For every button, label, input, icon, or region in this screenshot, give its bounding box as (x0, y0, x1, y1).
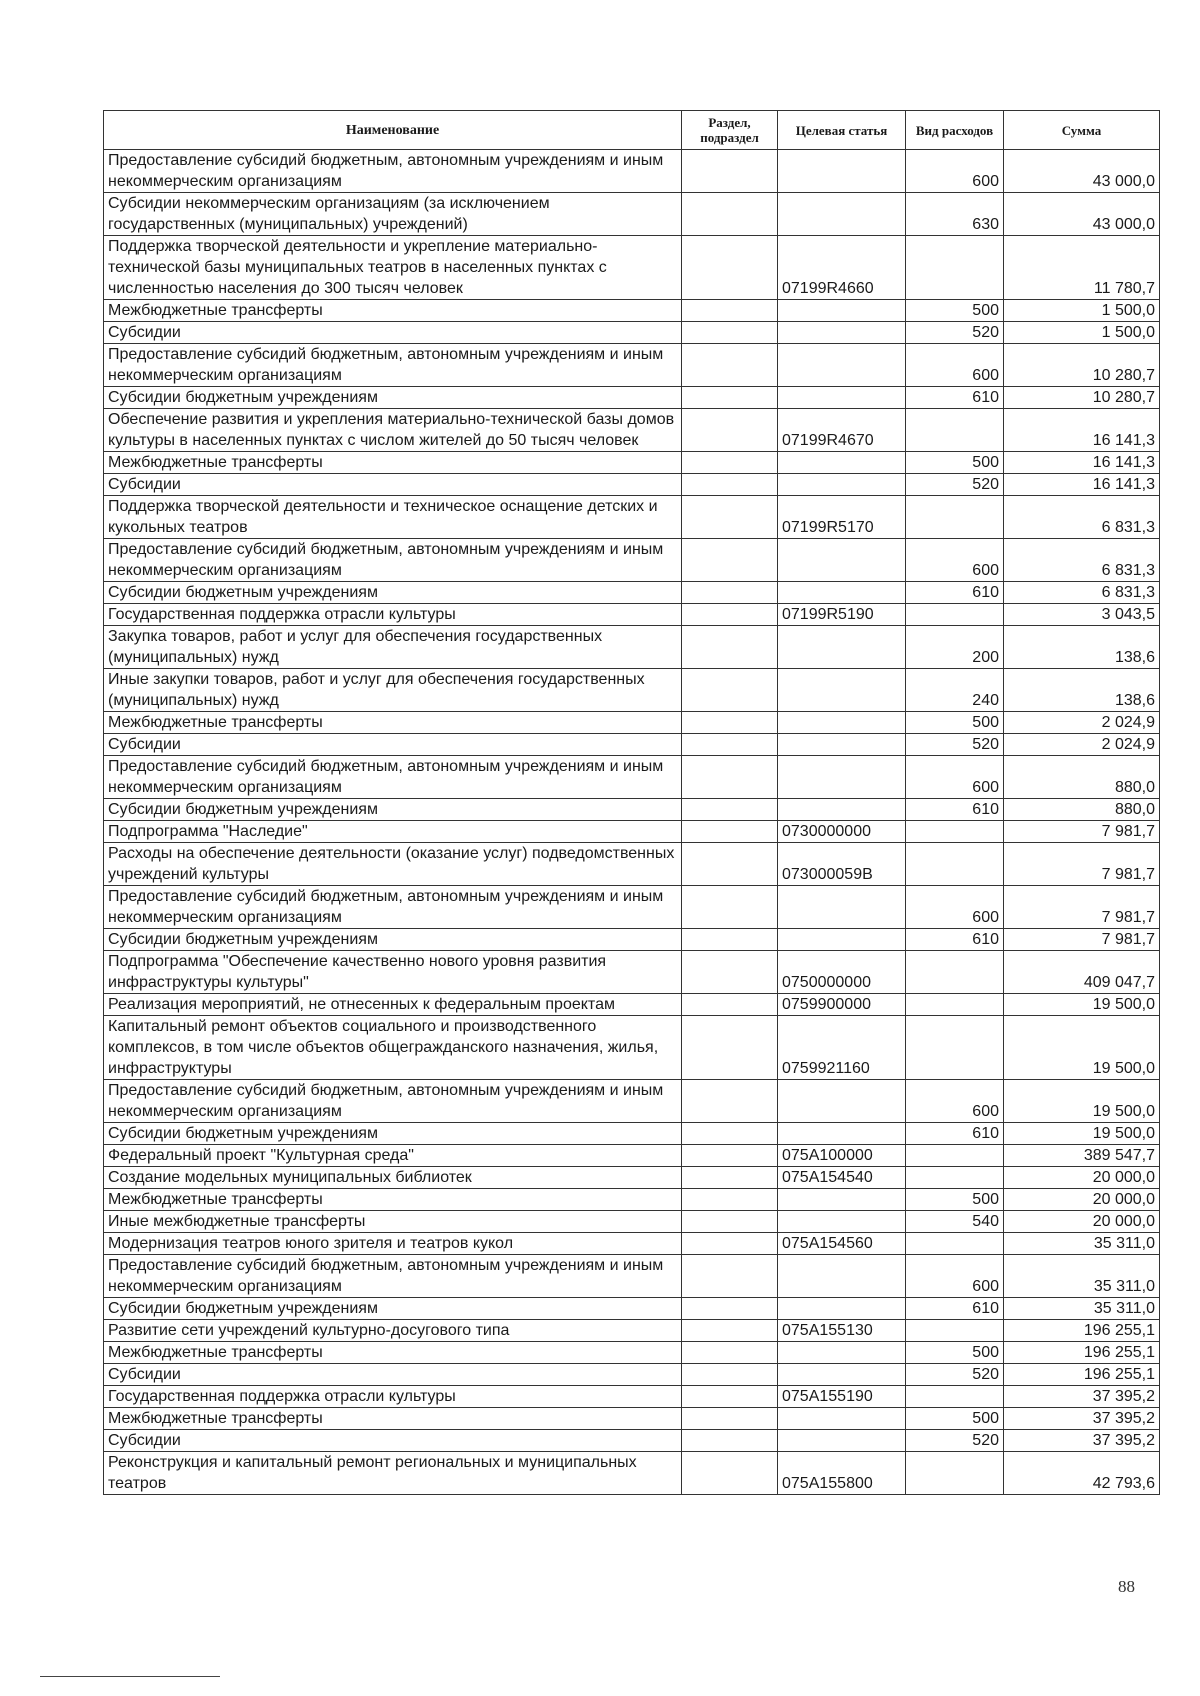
table-row (104, 1255, 1160, 1298)
cell-section (682, 539, 778, 582)
cell-target: 0750000000 (778, 951, 906, 994)
table-row (104, 712, 1160, 734)
table-row (104, 756, 1160, 799)
table-row (104, 1430, 1160, 1452)
cell-name: Развитие сети учреждений культурно-досугового типа (104, 1320, 682, 1342)
cell-section (682, 929, 778, 951)
cell-section (682, 712, 778, 734)
cell-kind: 610 (906, 1123, 1004, 1145)
cell-section (682, 1233, 778, 1255)
cell-kind (906, 1167, 1004, 1189)
cell-sum: 196 255,1 (1004, 1320, 1160, 1342)
table-row (104, 1211, 1160, 1233)
cell-section (682, 734, 778, 756)
cell-target: 075А155130 (778, 1320, 906, 1342)
cell-name: Поддержка творческой деятельности и техническое оснащение детских и кукольных театров (104, 496, 682, 539)
cell-target (778, 1298, 906, 1320)
cell-section (682, 994, 778, 1016)
cell-name: Федеральный проект "Культурная среда" (104, 1145, 682, 1167)
cell-name: Субсидии (104, 1430, 682, 1452)
cell-target (778, 626, 906, 669)
cell-kind (906, 496, 1004, 539)
cell-name: Государственная поддержка отрасли культуры (104, 1386, 682, 1408)
cell-name: Субсидии бюджетным учреждениям (104, 582, 682, 604)
cell-kind: 520 (906, 322, 1004, 344)
table-row (104, 1320, 1160, 1342)
cell-sum: 138,6 (1004, 626, 1160, 669)
cell-kind: 520 (906, 1364, 1004, 1386)
table-row (104, 496, 1160, 539)
cell-sum: 10 280,7 (1004, 344, 1160, 387)
cell-kind: 540 (906, 1211, 1004, 1233)
cell-sum: 11 780,7 (1004, 236, 1160, 300)
cell-name: Подпрограмма "Обеспечение качественно нового уровня развития инфраструктуры культуры" (104, 951, 682, 994)
cell-kind (906, 821, 1004, 843)
cell-sum: 7 981,7 (1004, 843, 1160, 886)
cell-kind (906, 604, 1004, 626)
cell-section (682, 1080, 778, 1123)
cell-section (682, 1255, 778, 1298)
cell-name: Предоставление субсидий бюджетным, автономным учреждениям и иным некоммерческим организациям (104, 344, 682, 387)
cell-kind: 500 (906, 452, 1004, 474)
cell-kind: 600 (906, 344, 1004, 387)
cell-target (778, 322, 906, 344)
cell-section (682, 1452, 778, 1495)
cell-name: Предоставление субсидий бюджетным, автономным учреждениям и иным некоммерческим организациям (104, 756, 682, 799)
cell-section (682, 322, 778, 344)
cell-kind: 520 (906, 734, 1004, 756)
table-row (104, 236, 1160, 300)
cell-sum: 389 547,7 (1004, 1145, 1160, 1167)
cell-kind: 610 (906, 387, 1004, 409)
cell-sum: 37 395,2 (1004, 1408, 1160, 1430)
cell-kind: 200 (906, 626, 1004, 669)
cell-name: Субсидии (104, 734, 682, 756)
cell-sum: 196 255,1 (1004, 1364, 1160, 1386)
cell-section (682, 626, 778, 669)
cell-sum: 16 141,3 (1004, 452, 1160, 474)
table-row (104, 1016, 1160, 1080)
cell-sum: 43 000,0 (1004, 150, 1160, 193)
cell-kind (906, 843, 1004, 886)
cell-sum: 37 395,2 (1004, 1430, 1160, 1452)
table-row (104, 843, 1160, 886)
table-row (104, 994, 1160, 1016)
cell-target: 0730000000 (778, 821, 906, 843)
cell-sum: 35 311,0 (1004, 1298, 1160, 1320)
cell-section (682, 1189, 778, 1211)
cell-sum: 1 500,0 (1004, 322, 1160, 344)
table-row (104, 669, 1160, 712)
cell-sum: 409 047,7 (1004, 951, 1160, 994)
cell-section (682, 886, 778, 929)
cell-sum: 196 255,1 (1004, 1342, 1160, 1364)
cell-sum: 10 280,7 (1004, 387, 1160, 409)
cell-name: Расходы на обеспечение деятельности (оказание услуг) подведомственных учреждений культуры (104, 843, 682, 886)
cell-sum: 42 793,6 (1004, 1452, 1160, 1495)
cell-section (682, 1016, 778, 1080)
table-row (104, 1452, 1160, 1495)
cell-section (682, 1408, 778, 1430)
cell-section (682, 344, 778, 387)
cell-kind (906, 236, 1004, 300)
cell-section (682, 1123, 778, 1145)
cell-target (778, 344, 906, 387)
table-row (104, 1342, 1160, 1364)
cell-name: Субсидии бюджетным учреждениям (104, 387, 682, 409)
cell-section (682, 452, 778, 474)
cell-section (682, 150, 778, 193)
cell-kind: 520 (906, 1430, 1004, 1452)
cell-target (778, 1123, 906, 1145)
cell-kind (906, 409, 1004, 452)
cell-target (778, 582, 906, 604)
cell-sum: 43 000,0 (1004, 193, 1160, 236)
cell-target (778, 1408, 906, 1430)
cell-sum: 35 311,0 (1004, 1233, 1160, 1255)
table-row (104, 344, 1160, 387)
cell-name: Межбюджетные трансферты (104, 452, 682, 474)
header-sum: Сумма (1004, 111, 1160, 150)
cell-name: Предоставление субсидий бюджетным, автономным учреждениям и иным некоммерческим организациям (104, 539, 682, 582)
cell-name: Межбюджетные трансферты (104, 1342, 682, 1364)
cell-kind (906, 994, 1004, 1016)
cell-sum: 20 000,0 (1004, 1167, 1160, 1189)
cell-target (778, 150, 906, 193)
header-kind: Вид расходов (906, 111, 1004, 150)
cell-name: Субсидии (104, 322, 682, 344)
table-row (104, 1386, 1160, 1408)
cell-section (682, 236, 778, 300)
cell-sum: 2 024,9 (1004, 712, 1160, 734)
cell-kind (906, 951, 1004, 994)
page-number: 88 (1118, 1577, 1135, 1596)
cell-target: 07199R5190 (778, 604, 906, 626)
cell-target (778, 734, 906, 756)
cell-kind: 500 (906, 712, 1004, 734)
header-name: Наименование (104, 111, 682, 150)
cell-sum: 7 981,7 (1004, 886, 1160, 929)
cell-target (778, 1080, 906, 1123)
cell-target: 075А100000 (778, 1145, 906, 1167)
cell-name: Предоставление субсидий бюджетным, автономным учреждениям и иным некоммерческим организациям (104, 1080, 682, 1123)
table-row (104, 1189, 1160, 1211)
table-row (104, 1167, 1160, 1189)
cell-name: Межбюджетные трансферты (104, 1189, 682, 1211)
table-row (104, 1364, 1160, 1386)
cell-target (778, 756, 906, 799)
table-row (104, 322, 1160, 344)
cell-kind (906, 1452, 1004, 1495)
cell-name: Субсидии бюджетным учреждениям (104, 1298, 682, 1320)
cell-section (682, 1167, 778, 1189)
cell-kind (906, 1233, 1004, 1255)
cell-target (778, 1189, 906, 1211)
cell-target: 073000059В (778, 843, 906, 886)
table-row (104, 951, 1160, 994)
cell-sum: 19 500,0 (1004, 1080, 1160, 1123)
cell-name: Межбюджетные трансферты (104, 300, 682, 322)
cell-kind (906, 1016, 1004, 1080)
cell-name: Поддержка творческой деятельности и укрепление материально-технической базы муниципальных театров в населенных пунктах с численностью населения до 300 тысяч человек (104, 236, 682, 300)
cell-sum: 1 500,0 (1004, 300, 1160, 322)
table-row (104, 474, 1160, 496)
cell-section (682, 951, 778, 994)
cell-section (682, 843, 778, 886)
cell-sum: 35 311,0 (1004, 1255, 1160, 1298)
cell-section (682, 1298, 778, 1320)
cell-kind: 600 (906, 1255, 1004, 1298)
cell-target (778, 452, 906, 474)
cell-name: Предоставление субсидий бюджетным, автономным учреждениям и иным некоммерческим организациям (104, 150, 682, 193)
cell-section (682, 1145, 778, 1167)
cell-name: Межбюджетные трансферты (104, 1408, 682, 1430)
cell-sum: 20 000,0 (1004, 1189, 1160, 1211)
cell-section (682, 756, 778, 799)
cell-kind: 600 (906, 886, 1004, 929)
budget-table-container (103, 110, 1159, 1495)
cell-target (778, 1342, 906, 1364)
cell-target (778, 193, 906, 236)
cell-kind (906, 1320, 1004, 1342)
cell-sum: 6 831,3 (1004, 496, 1160, 539)
cell-target: 075А155190 (778, 1386, 906, 1408)
cell-section (682, 193, 778, 236)
cell-sum: 880,0 (1004, 799, 1160, 821)
cell-name: Капитальный ремонт объектов социального и производственного комплексов, в том числе объектов общегражданского назначения, жилья, инфраструктуры (104, 1016, 682, 1080)
cell-section (682, 300, 778, 322)
table-row (104, 626, 1160, 669)
table-row (104, 1123, 1160, 1145)
cell-name: Субсидии бюджетным учреждениям (104, 1123, 682, 1145)
cell-target: 075А154560 (778, 1233, 906, 1255)
table-row (104, 582, 1160, 604)
cell-target (778, 799, 906, 821)
cell-name: Иные межбюджетные трансферты (104, 1211, 682, 1233)
cell-sum: 138,6 (1004, 669, 1160, 712)
cell-sum: 6 831,3 (1004, 582, 1160, 604)
cell-kind: 610 (906, 582, 1004, 604)
footer-divider (40, 1676, 220, 1677)
cell-kind: 600 (906, 539, 1004, 582)
table-row (104, 1298, 1160, 1320)
cell-section (682, 799, 778, 821)
table-row (104, 734, 1160, 756)
cell-section (682, 474, 778, 496)
cell-sum: 7 981,7 (1004, 929, 1160, 951)
cell-sum: 7 981,7 (1004, 821, 1160, 843)
cell-name: Субсидии бюджетным учреждениям (104, 799, 682, 821)
cell-section (682, 1386, 778, 1408)
cell-section (682, 409, 778, 452)
table-row (104, 799, 1160, 821)
table-body (104, 150, 1160, 1495)
cell-section (682, 496, 778, 539)
header-section: Раздел, подраздел (682, 111, 778, 150)
cell-name: Предоставление субсидий бюджетным, автономным учреждениям и иным некоммерческим организациям (104, 1255, 682, 1298)
cell-name: Субсидии (104, 474, 682, 496)
cell-target: 0759900000 (778, 994, 906, 1016)
cell-sum: 37 395,2 (1004, 1386, 1160, 1408)
cell-sum: 880,0 (1004, 756, 1160, 799)
cell-kind: 500 (906, 1408, 1004, 1430)
cell-sum: 6 831,3 (1004, 539, 1160, 582)
cell-target (778, 474, 906, 496)
cell-section (682, 821, 778, 843)
cell-section (682, 1364, 778, 1386)
cell-kind: 500 (906, 1342, 1004, 1364)
cell-sum: 19 500,0 (1004, 994, 1160, 1016)
cell-section (682, 582, 778, 604)
cell-kind: 240 (906, 669, 1004, 712)
cell-kind (906, 1386, 1004, 1408)
cell-sum: 2 024,9 (1004, 734, 1160, 756)
cell-name: Государственная поддержка отрасли культуры (104, 604, 682, 626)
cell-target (778, 539, 906, 582)
cell-section (682, 669, 778, 712)
cell-target: 0759921160 (778, 1016, 906, 1080)
cell-sum: 16 141,3 (1004, 409, 1160, 452)
table-row (104, 821, 1160, 843)
cell-name: Создание модельных муниципальных библиотек (104, 1167, 682, 1189)
cell-kind: 610 (906, 799, 1004, 821)
cell-name: Субсидии некоммерческим организациям (за исключением государственных (муниципальных) учреждений) (104, 193, 682, 236)
cell-kind: 610 (906, 1298, 1004, 1320)
cell-sum: 16 141,3 (1004, 474, 1160, 496)
cell-kind: 600 (906, 1080, 1004, 1123)
table-row (104, 452, 1160, 474)
cell-section (682, 1320, 778, 1342)
table-row (104, 387, 1160, 409)
cell-target: 07199R4660 (778, 236, 906, 300)
table-row (104, 604, 1160, 626)
cell-kind: 610 (906, 929, 1004, 951)
cell-kind (906, 1145, 1004, 1167)
cell-name: Субсидии бюджетным учреждениям (104, 929, 682, 951)
cell-target: 07199R5170 (778, 496, 906, 539)
cell-section (682, 387, 778, 409)
cell-target (778, 1211, 906, 1233)
cell-name: Обеспечение развития и укрепления материально-технической базы домов культуры в населенных пунктах с числом жителей до 50 тысяч человек (104, 409, 682, 452)
cell-name: Подпрограмма "Наследие" (104, 821, 682, 843)
cell-name: Модернизация театров юного зрителя и театров кукол (104, 1233, 682, 1255)
header-target: Целевая статья (778, 111, 906, 150)
cell-target (778, 669, 906, 712)
budget-table (103, 110, 1160, 1495)
cell-kind: 600 (906, 150, 1004, 193)
cell-name: Реконструкция и капитальный ремонт региональных и муниципальных театров (104, 1452, 682, 1495)
cell-target: 07199R4670 (778, 409, 906, 452)
cell-name: Предоставление субсидий бюджетным, автономным учреждениям и иным некоммерческим организациям (104, 886, 682, 929)
cell-name: Закупка товаров, работ и услуг для обеспечения государственных (муниципальных) нужд (104, 626, 682, 669)
table-row (104, 193, 1160, 236)
cell-kind: 630 (906, 193, 1004, 236)
table-row (104, 1408, 1160, 1430)
cell-section (682, 1342, 778, 1364)
cell-name: Межбюджетные трансферты (104, 712, 682, 734)
table-header-row (104, 111, 1160, 150)
cell-target: 075А155800 (778, 1452, 906, 1495)
table-row (104, 300, 1160, 322)
table-row (104, 886, 1160, 929)
table-row (104, 1145, 1160, 1167)
cell-section (682, 604, 778, 626)
cell-sum: 20 000,0 (1004, 1211, 1160, 1233)
cell-kind: 500 (906, 300, 1004, 322)
cell-sum: 19 500,0 (1004, 1016, 1160, 1080)
cell-target (778, 1364, 906, 1386)
cell-target (778, 387, 906, 409)
cell-kind: 600 (906, 756, 1004, 799)
table-row (104, 409, 1160, 452)
table-row (104, 150, 1160, 193)
table-row (104, 539, 1160, 582)
cell-target (778, 712, 906, 734)
cell-kind: 500 (906, 1189, 1004, 1211)
cell-target: 075А154540 (778, 1167, 906, 1189)
cell-sum: 3 043,5 (1004, 604, 1160, 626)
table-row (104, 1080, 1160, 1123)
cell-name: Субсидии (104, 1364, 682, 1386)
cell-sum: 19 500,0 (1004, 1123, 1160, 1145)
cell-kind: 520 (906, 474, 1004, 496)
cell-target (778, 300, 906, 322)
cell-target (778, 929, 906, 951)
cell-section (682, 1430, 778, 1452)
cell-name: Реализация мероприятий, не отнесенных к федеральным проектам (104, 994, 682, 1016)
cell-target (778, 886, 906, 929)
table-row (104, 929, 1160, 951)
cell-target (778, 1255, 906, 1298)
cell-name: Иные закупки товаров, работ и услуг для обеспечения государственных (муниципальных) нужд (104, 669, 682, 712)
cell-section (682, 1211, 778, 1233)
cell-target (778, 1430, 906, 1452)
table-row (104, 1233, 1160, 1255)
